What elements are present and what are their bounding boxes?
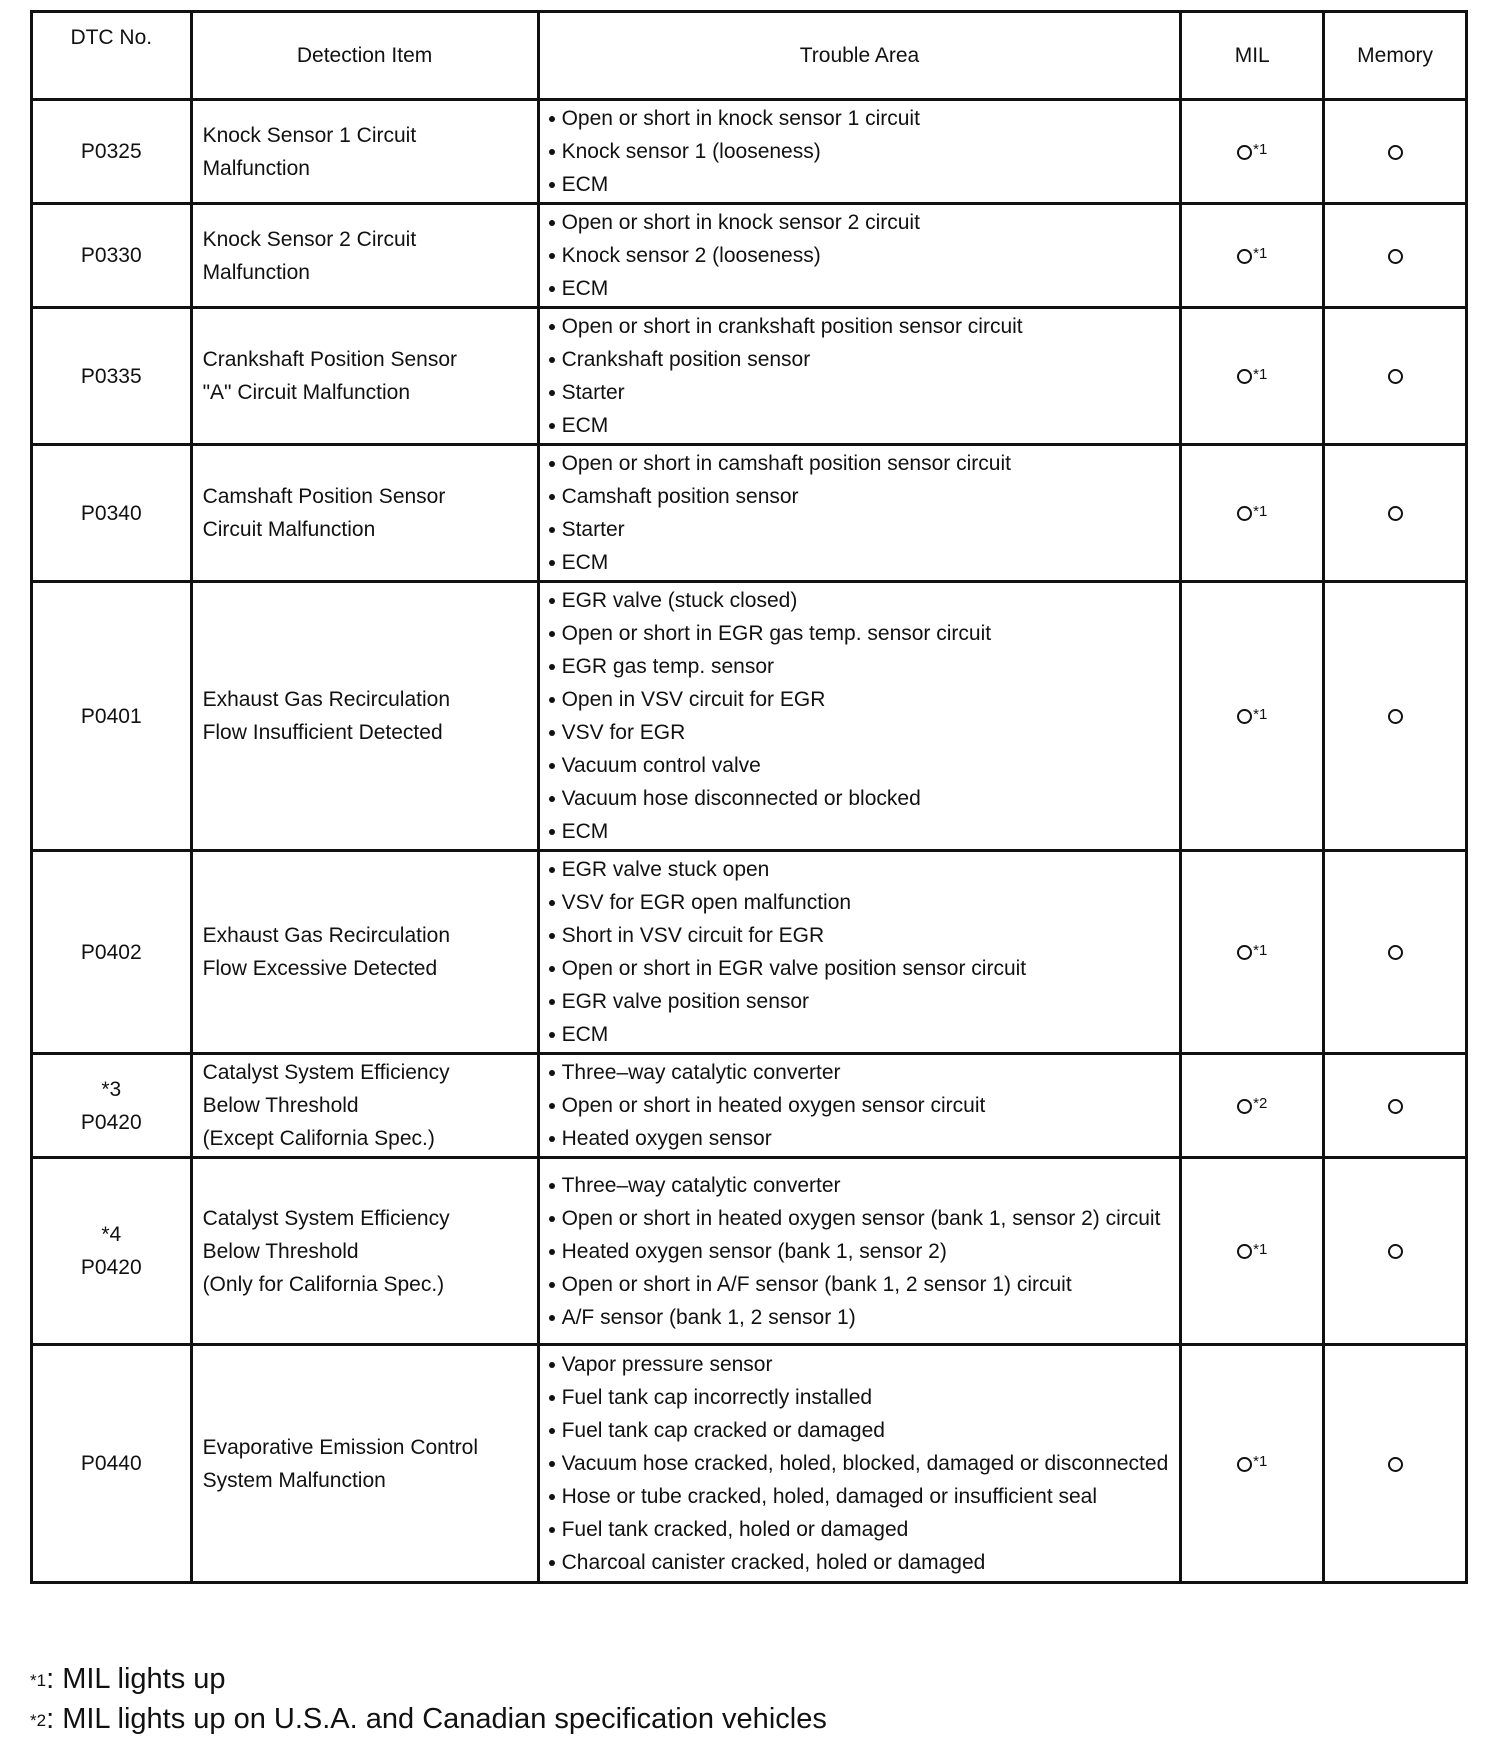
footnote-symbol: *1 [30,1670,47,1690]
trouble-area-item: Knock sensor 1 (looseness) [548,135,1179,168]
circle-icon [1388,506,1403,521]
table-row [32,308,1467,445]
footnote-1 [30,1660,827,1700]
detection-item-cell [191,308,538,445]
trouble-area-item: ECM [548,815,1179,848]
detection-item-cell [191,1345,538,1583]
trouble-area-item: ECM [548,272,1179,305]
mil-note: *1 [1253,1240,1268,1258]
detection-item-line: Below Threshold [202,1239,359,1263]
trouble-area-item: Crankshaft position sensor [548,343,1179,376]
circle-icon [1388,1457,1403,1472]
dtc-code: P0325 [80,140,142,163]
mil-cell [1181,582,1324,851]
circle-icon [1237,945,1252,960]
trouble-area-item: Open or short in crankshaft position sensor circuit [548,310,1179,343]
detection-item-cell [191,582,538,851]
memory-cell [1324,100,1467,204]
dtc-code: P0420 [80,1110,142,1134]
detection-item-cell [191,100,538,204]
trouble-area-item: Open in VSV circuit for EGR [548,683,1179,716]
trouble-area-item: Open or short in camshaft position sensor circuit [548,447,1179,480]
trouble-area-cell [538,851,1181,1054]
header-row [32,12,1467,100]
detection-item-cell [191,445,538,582]
trouble-area-list [548,447,1179,579]
dtc-code-cell [32,445,192,582]
trouble-area-list [548,1169,1179,1334]
mil-note: *1 [1253,941,1268,959]
trouble-area-item: EGR valve (stuck closed) [548,584,1179,617]
trouble-area-item: ECM [548,168,1179,201]
dtc-code: P0340 [80,501,142,525]
trouble-area-item: VSV for EGR [548,716,1179,749]
circle-icon [1237,709,1252,724]
mil-cell [1181,308,1324,445]
detection-item-line: Knock Sensor 1 Circuit [202,123,417,147]
mil-note: *1 [1253,705,1268,723]
table-row [32,1345,1467,1583]
memory-cell [1324,1054,1467,1158]
memory-cell [1324,308,1467,445]
table-row [32,100,1467,204]
mil-cell [1181,1054,1324,1158]
dtc-code: P0402 [80,940,142,964]
mil-note: *1 [1253,365,1268,383]
detection-item-line: Knock Sensor 2 Circuit [202,227,417,251]
detection-item-line: Flow Insufficient Detected [202,721,443,744]
trouble-area-list [548,584,1179,848]
footnotes [30,1660,827,1740]
table-row [32,582,1467,851]
trouble-area-item: Fuel tank cap incorrectly installed [548,1381,1179,1414]
mil-note: *2 [1253,1095,1268,1112]
trouble-area-item: Open or short in heated oxygen sensor (bank 1, sensor 2) circuit [548,1202,1179,1235]
dtc-code: P0330 [80,244,142,267]
circle-icon [1388,145,1403,160]
trouble-area-item: Starter [548,376,1179,409]
detection-item-line: Evaporative Emission Control [202,1435,479,1459]
detection-item-line: Circuit Malfunction [202,518,376,541]
trouble-area-item: Open or short in knock sensor 2 circuit [548,206,1179,239]
trouble-area-item: Open or short in EGR gas temp. sensor circuit [548,617,1179,650]
header-dtc-no: DTC No. [32,12,192,100]
trouble-area-item: Vacuum hose cracked, holed, blocked, damaged or disconnected [548,1447,1179,1480]
trouble-area-list [548,853,1179,1051]
detection-item-line: Malfunction [202,260,310,284]
dtc-code-cell [32,1345,192,1583]
circle-icon [1388,945,1403,960]
circle-icon [1237,506,1252,521]
table-row [32,851,1467,1054]
trouble-area-item: Knock sensor 2 (looseness) [548,239,1179,272]
trouble-area-cell [538,445,1181,582]
trouble-area-item: Short in VSV circuit for EGR [548,919,1179,952]
memory-cell [1324,204,1467,308]
dtc-code-cell [32,100,192,204]
trouble-area-cell [538,1054,1181,1158]
trouble-area-list [548,1348,1179,1579]
detection-item-cell [191,1158,538,1345]
table-row [32,1054,1467,1158]
header-memory: Memory [1324,12,1467,100]
detection-item-line: Crankshaft Position Sensor [202,348,458,371]
mil-cell [1181,1158,1324,1345]
trouble-area-list [548,1056,1179,1155]
trouble-area-item: ECM [548,546,1179,579]
trouble-area-cell [538,582,1181,851]
detection-item-line: System Malfunction [202,1468,386,1492]
trouble-area-cell [538,1345,1181,1583]
detection-item-cell [191,1054,538,1158]
dtc-code: *3 [101,1077,122,1101]
mil-cell [1181,100,1324,204]
dtc-code-cell [32,1158,192,1345]
circle-icon [1237,1099,1252,1114]
trouble-area-item: Open or short in EGR valve position sensor circuit [548,952,1179,985]
detection-item-line: Exhaust Gas Recirculation [202,924,451,947]
trouble-area-item: A/F sensor (bank 1, 2 sensor 1) [548,1301,1179,1334]
dtc-table [30,10,1468,1584]
trouble-area-item: Heated oxygen sensor (bank 1, sensor 2) [548,1235,1179,1268]
trouble-area-item: VSV for EGR open malfunction [548,886,1179,919]
trouble-area-item: Vapor pressure sensor [548,1348,1179,1381]
trouble-area-item: Hose or tube cracked, holed, damaged or insufficient seal [548,1480,1179,1513]
detection-item-line: Catalyst System Efficiency [202,1206,450,1230]
table-row [32,445,1467,582]
trouble-area-item: Vacuum hose disconnected or blocked [548,782,1179,815]
mil-note: *1 [1253,245,1268,262]
trouble-area-cell [538,100,1181,204]
circle-icon [1388,709,1403,724]
detection-item-line: (Only for California Spec.) [202,1272,445,1296]
dtc-code-cell [32,204,192,308]
circle-icon [1237,145,1252,160]
memory-cell [1324,1345,1467,1583]
circle-icon [1388,369,1403,384]
trouble-area-item: Camshaft position sensor [548,480,1179,513]
header-detection-item: Detection Item [191,12,538,100]
trouble-area-item: EGR gas temp. sensor [548,650,1179,683]
trouble-area-item: Starter [548,513,1179,546]
mil-cell [1181,204,1324,308]
dtc-code: P0401 [80,704,142,728]
mil-note: *1 [1253,502,1268,520]
trouble-area-item: Charcoal canister cracked, holed or damaged [548,1546,1179,1579]
circle-icon [1388,249,1403,264]
detection-item-line: (Except California Spec.) [202,1127,435,1150]
table-row [32,1158,1467,1345]
detection-item-line: "A" Circuit Malfunction [202,381,411,404]
detection-item-line: Camshaft Position Sensor [202,485,446,508]
trouble-area-item: EGR valve stuck open [548,853,1179,886]
trouble-area-item: Open or short in A/F sensor (bank 1, 2 sensor 1) circuit [548,1268,1179,1301]
trouble-area-item: Open or short in knock sensor 1 circuit [548,102,1179,135]
dtc-code: P0420 [80,1256,142,1279]
memory-cell [1324,445,1467,582]
trouble-area-list [548,102,1179,201]
detection-item-line: Catalyst System Efficiency [202,1061,450,1084]
header-mil: MIL [1181,12,1324,100]
circle-icon [1237,249,1252,264]
footnote-text: : MIL lights up [46,1663,226,1695]
dtc-code-cell [32,851,192,1054]
trouble-area-item: ECM [548,409,1179,442]
trouble-area-cell [538,204,1181,308]
circle-icon [1388,1099,1403,1114]
dtc-code: P0440 [80,1452,142,1475]
dtc-code: P0335 [80,364,142,388]
dtc-code-cell [32,1054,192,1158]
table-body [32,100,1467,1583]
trouble-area-item: Open or short in heated oxygen sensor circuit [548,1089,1179,1122]
detection-item-line: Exhaust Gas Recirculation [202,688,451,711]
trouble-area-item: Heated oxygen sensor [548,1122,1179,1155]
mil-note: *1 [1253,1453,1268,1470]
trouble-area-cell [538,1158,1181,1345]
memory-cell [1324,1158,1467,1345]
trouble-area-item: Vacuum control valve [548,749,1179,782]
memory-cell [1324,851,1467,1054]
trouble-area-list [548,310,1179,442]
detection-item-line: Below Threshold [202,1094,359,1117]
circle-icon [1237,1457,1252,1472]
mil-cell [1181,445,1324,582]
trouble-area-item: ECM [548,1018,1179,1051]
trouble-area-item: Fuel tank cap cracked or damaged [548,1414,1179,1447]
dtc-code-cell [32,582,192,851]
detection-item-cell [191,851,538,1054]
mil-cell [1181,851,1324,1054]
dtc-code-cell [32,308,192,445]
trouble-area-item: EGR valve position sensor [548,985,1179,1018]
trouble-area-item: Three–way catalytic converter [548,1056,1179,1089]
footnote-2 [30,1700,827,1740]
detection-item-line: Malfunction [202,156,310,180]
detection-item-line: Flow Excessive Detected [202,957,438,980]
header-trouble-area: Trouble Area [538,12,1181,100]
table-row [32,204,1467,308]
circle-icon [1388,1244,1403,1259]
trouble-area-list [548,206,1179,305]
footnote-text: : MIL lights up on U.S.A. and Canadian specification vehicles [46,1702,827,1735]
mil-cell [1181,1345,1324,1583]
detection-item-cell [191,204,538,308]
footnote-symbol: *2 [30,1710,47,1730]
circle-icon [1237,369,1252,384]
dtc-code: *4 [101,1223,122,1246]
mil-note: *1 [1253,141,1268,158]
trouble-area-item: Three–way catalytic converter [548,1169,1179,1202]
memory-cell [1324,582,1467,851]
circle-icon [1237,1244,1252,1259]
trouble-area-item: Fuel tank cracked, holed or damaged [548,1513,1179,1546]
trouble-area-cell [538,308,1181,445]
